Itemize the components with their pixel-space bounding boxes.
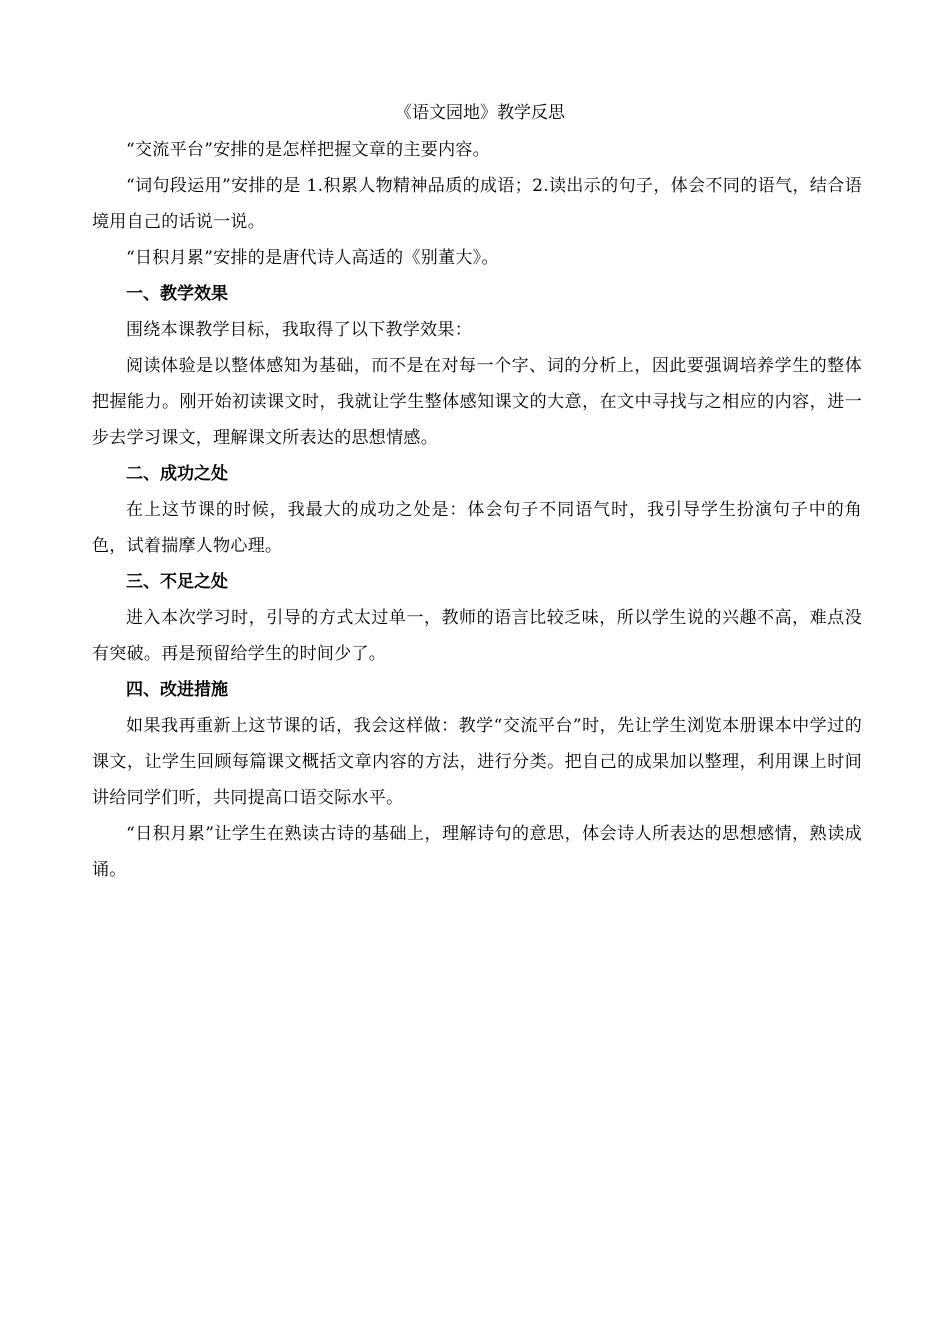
document-page [92,96,862,888]
section-heading-effects: 一、教学效果 [126,284,228,304]
shortcomings-paragraph-1: 进入本次学习时，引导的方式太过单一，教师的语言比较乏味，所以学生说的兴趣不高，难点没有突破。再是预留给学生的时间少了。 [92,608,862,664]
improvements-paragraph-1: 如果我再重新上这节课的话，我会这样做：教学“交流平台”时，先让学生浏览本册课本中学过的课文，让学生回顾每篇课文概括文章内容的方法，进行分类。把自己的成果加以整理，利用课上时间讲给同学们听，共同提高口语交际水平。 [92,716,862,808]
section-heading-successes: 二、成功之处 [126,464,228,484]
document-title: 《语文园地》教学反思 [395,103,565,123]
intro-paragraph-2: “词句段运用”安排的是 1.积累人物精神品质的成语；2.读出示的句子，体会不同的语气，结合语境用自己的话说一说。 [92,176,862,232]
effects-paragraph-1: 围绕本课教学目标，我取得了以下教学效果： [126,320,472,340]
effects-paragraph-2: 阅读体验是以整体感知为基础，而不是在对每一个字、词的分析上，因此要强调培养学生的整体把握能力。刚开始初读课文时，我就让学生整体感知课文的大意，在文中寻找与之相应的内容，进一步去学习课文，理解课文所表达的思想情感。 [92,356,862,448]
successes-paragraph-1: 在上这节课的时候，我最大的成功之处是：体会句子不同语气时，我引导学生扮演句子中的角色，试着揣摩人物心理。 [92,500,862,556]
intro-paragraph-1: “交流平台”安排的是怎样把握文章的主要内容。 [126,140,490,160]
section-heading-improvements: 四、改进措施 [126,680,228,700]
intro-paragraph-3: “日积月累”安排的是唐代诗人高适的《别董大》。 [126,248,499,268]
improvements-paragraph-2: “日积月累”让学生在熟读古诗的基础上，理解诗句的意思，体会诗人所表达的思想感情，熟读成诵。 [92,824,862,880]
section-heading-shortcomings: 三、不足之处 [126,572,228,592]
